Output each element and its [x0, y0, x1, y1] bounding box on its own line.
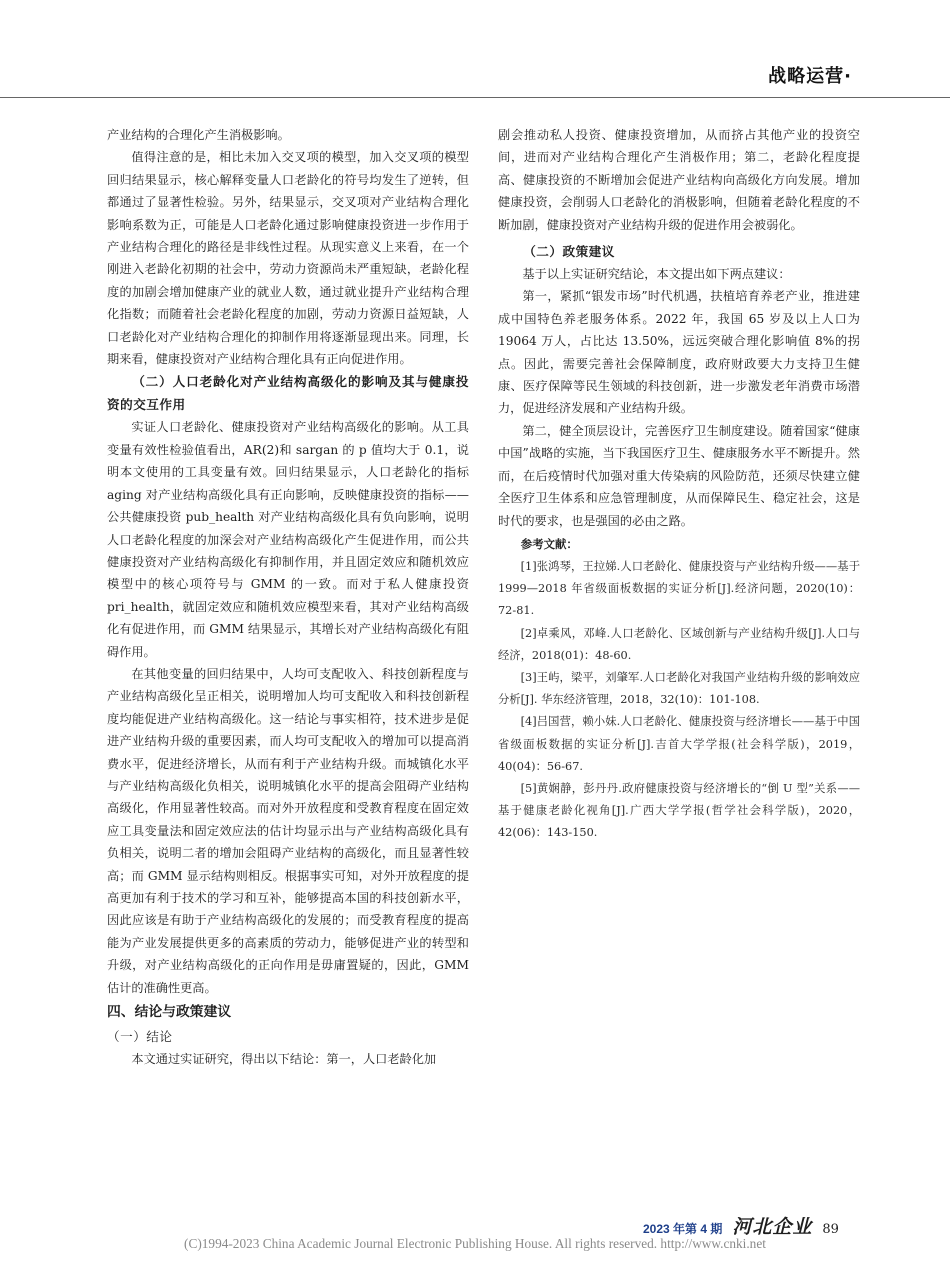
issue-label: 2023 年第 4 期: [643, 1222, 723, 1236]
header-divider: [0, 97, 950, 98]
subsection-heading: （一）结论: [107, 1029, 173, 1045]
paragraph: 第二，健全顶层设计，完善医疗卫生制度建设。随着国家“健康中国”战略的实施，当下我国医疗卫生、健康服务水平不断提升。然而，在后疫情时代加强对重大传染病的风险防范，还须尽快建立健全医疗卫生体系和应急管理制度，从而保障民生、稳定社会，这是时代的要求，也是强国的必由之路。: [498, 423, 860, 528]
reference-item: [4]吕国营，赖小妹.人口老龄化、健康投资与经济增长——基于中国省级面板数据的实证分析[J].吉首大学学报(社会科学版)，2019，40(04)：56-67.: [498, 715, 860, 773]
subsection-heading: （二）政策建议: [523, 244, 615, 260]
page-number: 89: [822, 1222, 839, 1237]
reference-item: [3]王屿，梁平，刘肇军.人口老龄化对我国产业结构升级的影响效应分析[J]. 华东经济管理，2018，32(10)：101-108.: [498, 670, 860, 707]
paragraph: 产业结构的合理化产生消极影响。: [107, 128, 290, 142]
page-footer: [643, 1212, 839, 1239]
paragraph: 剧会推动私人投资、健康投资增加，从而挤占其他产业的投资空间，进而对产业结构合理化产生消极作用；第二，老龄化程度提高、健康投资的不断增加会促进产业结构向高级化方向发展。增加健康投资，会削弱人口老龄化的消极影响，但随着老龄化程度的不断加剧，健康投资对产业结构升级的促进作用会被弱化。: [498, 128, 860, 232]
subsection-heading: （二）人口老龄化对产业结构高级化的影响及其与健康投资的交互作用: [107, 374, 469, 413]
paragraph: 第一，紧抓“银发市场”时代机遇，扶植培育养老产业，推进建成中国特色养老服务体系。2022 年，我国 65 岁及以上人口为 19064 万人，占比达 13.50%，远远突破合理化影响值 8%的拐点。因此，需要完善社会保障制度，政府财政要大力支持卫生健康、医疗保障等民生领域的科技创新，进一步激发老年消费市场潜力，促进经济发展和产业结构升级。: [498, 289, 860, 416]
paragraph: 基于以上实证研究结论，本文提出如下两点建议：: [522, 267, 791, 282]
paragraph: 实证人口老龄化、健康投资对产业结构高级化的影响。从工具变量有效性检验值看出，AR(2)和 sargan 的 p 值均大于 0.1，说明本文使用的工具变量有效。回归结果显示，人口老龄化的指标 aging 对产业结构高级化具有正向影响，反映健康投资的指标——公共健康投资 pub_health 对产业结构高级化具有负向影响，说明人口老龄化程度的加深会对产业结构高级化产生促进作用，而公共健康投资对产业结构高级化有抑制作用，并且固定效应和随机效应模型中的核心项符号与 GMM 的一致。而对于私人健康投资 pri_health，就固定效应和随机效应模型来看，其对产业结构高级化有促进作用，而 GMM 结果显示，其增长对产业结构高级化有阻碍作用。: [107, 420, 469, 659]
left-column: [107, 124, 469, 1070]
references-heading: 参考文献：: [520, 536, 578, 551]
reference-item: [5]黄娴静，彭丹丹.政府健康投资与经济增长的“倒 U 型”关系——基于健康老龄化视角[J].广西大学学报(哲学社会科学版)，2020，42(06)：143-150.: [498, 781, 860, 840]
copyright-notice: (C)1994-2023 China Academic Journal Electronic Publishing House. All rights reserved. http://www.cnki.net: [184, 1236, 766, 1251]
reference-item: [2]卓乘风，邓峰.人口老龄化、区域创新与产业结构升级[J].人口与经济，2018(01)：48-60.: [498, 626, 860, 662]
reference-item: [1]张鸿琴，王拉娣.人口老龄化、健康投资与产业结构升级——基于 1999—2018 年省级面板数据的实证分析[J].经济问题，2020(10)：72-81.: [498, 559, 860, 618]
section-heading: 四、结论与政策建议: [107, 1004, 232, 1021]
paragraph: 本文通过实证研究，得出以下结论：第一，人口老龄化加: [131, 1052, 437, 1067]
paragraph: 值得注意的是，相比未加入交叉项的模型，加入交叉项的模型回归结果显示，核心解释变量人口老龄化的符号均发生了逆转，但都通过了显著性检验。另外，结果显示，交叉项对产业结构合理化影响系数为正，可能是人口老龄化通过影响健康投资进一步作用于产业结构合理化的路径是非线性过程。从现实意义上来看，在一个刚进入老龄化初期的社会中，劳动力资源尚未严重短缺，老龄化程度的加剧会增加健康产业的就业人数，通过就业提升产业结构合理化指数；而随着社会老龄化程度的加剧，劳动力资源日益短缺，人口老龄化对产业结构合理化的抑制作用将逐渐显现出来。同理，长期来看，健康投资对产业结构合理化具有正向促进作用。: [107, 150, 469, 367]
right-column: [498, 124, 860, 845]
section-title: 战略运营·: [768, 66, 852, 87]
journal-logo: 河北企业: [732, 1216, 813, 1238]
paragraph: 在其他变量的回归结果中，人均可支配收入、科技创新程度与产业结构高级化呈正相关，说明增加人均可支配收入和科技创新程度均能促进产业结构高级化。这一结论与事实相符，技术进步是促进产业结构升级的重要因素，而人均可支配收入的增加可以提高消费水平，促进经济增长，从而有利于产业结构升级。而城镇化水平与产业结构高级化负相关，说明城镇化水平的提高会阻碍产业结构高级化，作用显著性较高。而对外开放程度和受教育程度在固定效应工具变量法和固定效应法的估计均显示出与产业结构高级化具有负相关，说明二者的增加会阻碍产业结构的高级化，而且显著性较高；而 GMM 显示结构则相反。根据事实可知，对外开放程度的提高更加有利于技术的学习和互补，能够提高本国的科技创新水平，因此应该是有助于产业结构高级化的发展的；而受教育程度的提高能为产业发展提供更多的高素质的劳动力，能够促进产业的转型和升级，对产业结构高级化的正向作用是毋庸置疑的，因此，GMM 估计的准确性更高。: [107, 666, 469, 995]
